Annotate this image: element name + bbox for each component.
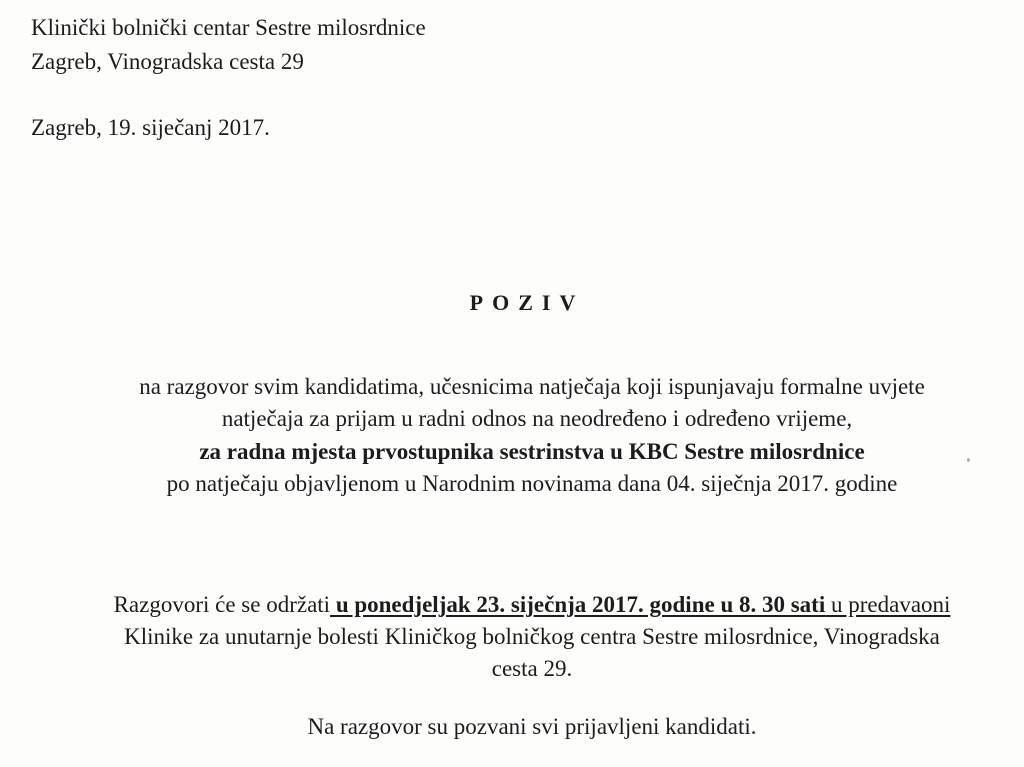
interview-location-prefix: u predavaoni bbox=[825, 592, 951, 617]
invitation-line-4-publication: po natječaju objavljenom u Narodnim novinama dana 04. siječnja 2017. godine bbox=[166, 471, 898, 496]
interview-intro: Razgovori će se održati bbox=[113, 592, 331, 617]
paper-speck bbox=[967, 458, 970, 462]
interview-line-1 bbox=[0, 591, 1024, 619]
invitation-line-1: na razgovor svim kandidatima, učesnicima natječaja koji ispunjavaju formalne uvjete bbox=[139, 374, 925, 399]
document-title: POZIV bbox=[469, 290, 585, 315]
interview-date-time: u ponedjeljak 23. siječnja 2017. godine u 8. 30 sati bbox=[330, 592, 826, 617]
invitation-line-2: natječaja za prijam u radni odnos na neodređeno i određeno vrijeme, bbox=[221, 406, 853, 431]
invitation-line-3-positions: za radna mjesta prvostupnika sestrinstva u KBC Sestre milosrdnice bbox=[199, 439, 865, 464]
institution-address: Zagreb, Vinogradska cesta 29 bbox=[31, 49, 304, 74]
document-date: Zagreb, 19. siječanj 2017. bbox=[31, 115, 270, 140]
interview-line-3: cesta 29. bbox=[491, 656, 573, 681]
closing-statement: Na razgovor su pozvani svi prijavljeni kandidati. bbox=[307, 714, 757, 739]
interview-line-2: Klinike za unutarnje bolesti Kliničkog bolničkog centra Sestre milosrdnice, Vinogradska bbox=[124, 624, 940, 649]
institution-name: Klinički bolnički centar Sestre milosrdnice bbox=[31, 15, 426, 40]
